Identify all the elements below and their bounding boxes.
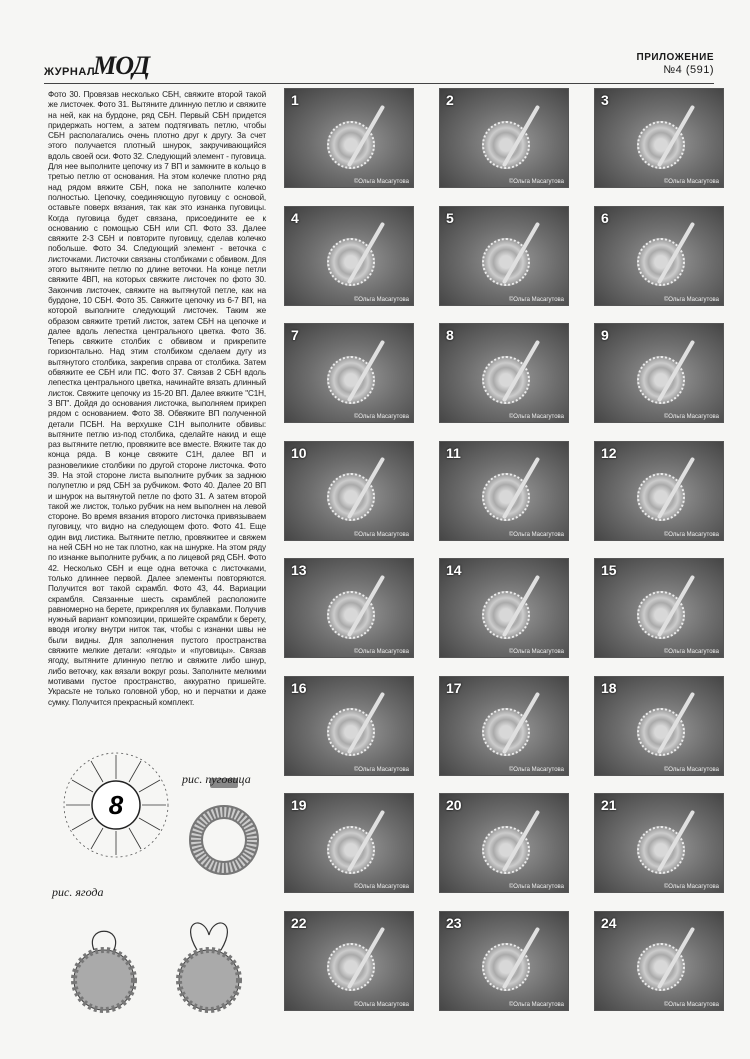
step-photo bbox=[439, 88, 569, 188]
step-number: 3 bbox=[601, 92, 609, 108]
page-header bbox=[44, 48, 714, 82]
step-number: 20 bbox=[446, 797, 462, 813]
photo-credit: ©Ольга Масагутова bbox=[663, 766, 719, 773]
photo-credit: ©Ольга Масагутова bbox=[353, 1001, 409, 1008]
article-body: Фото 30. Провязав несколько СБН, свяжите второй такой же листочек. Фото 31. Вытяните длинную петлю и свяжите на ней, как на бурдоне, ряд СБН. Первый СБН придется придержать ногтем, а затем подтягивать петлю, чтобы СБН располагались очень плотно друг к другу. За счет этого получается плотный шнурок, закручивающийся вдоль своей оси. Фото 32. Следующий элемент - пуговица. Для нее выполните цепочку из 7 ВП и замкните в кольцо в третью петлю от основания. На этом колечке плотно ряд над рядом вяжите СБН, пока не заполните колечко полностью. Цепочку, соединяющую пуговицу с основой, оставьте поверх вязания, так как это изнанка пуговицы. Когда пуговица будет связана, присоедините ее к основанию с помощью СБН или СП. Фото 33. Далее свяжите 2-3 СБН и повторите пуговицу, сделав колечко побольше. Фото 34. Следующий элемент - веточка с листочками. Листочки связаны столбиками с обвивом. Для этого вытяните петлю по длине веточки. На конце петли свяжите 4ВП, на которых свяжите листочек по фото 30. Закончив листочек, свяжите на вытянутой петле, как на бурдоне, 10 СБН. Фото 35. Свяжите цепочку из 6-7 ВП, на которой выполните следующий листочек. Таким же образом свяжите третий листок, затем СБН на цепочке и далее вдоль лепестка центрального цветка. Фото 36. Теперь свяжите столбик с обвивом и прикрепите горизонтально. Над этим столбиком сделаем дугу из вытянутого столбика, закрепив справа от столбика. Затем обвяжите ее СБН или ПС. Фото 37. Связав 2 СБН вдоль лепестка центрального цветка, начинайте вязать длинный листок. Свяжите цепочку из 15-20 ВП. Далее вяжите "С1Н, 3 ВП". Дойдя до основания листочка, выполняем прикреп рядом с основанием. Фото 38. Обвяжите ВП полученной детали ПСБН. На верхушке С1Н выполните обвивы: вытяните петлю из-под столбика, сделайте накид и еще раз вытяните петлю, провяжите все вместе. Вяжите так до конца ряда. В конце свяжите С1Н, далее ВП и разновеликие столбики по другой стороне листочка. Фото 39. На этой стороне листа выполните рубчик за заднюю полупетлю и ряд СБН за рубчиком. Фото 40. Далее 20 ВП и шнурок на вытянутой петле по фото 31. А затем второй такой же листок, только рубчик на нем выполнен на левой стороне. Во время вязания второго листочка привязываем пуговицу, что видно на следующем фото. Фото 41. Еще один вид листика. Вытяните петлю, провяжитее и свяжем на ней СБН но не так плотно, как на шнурке. На этом ряду по изнанке выполните рубчик, а по лицевой ряд СБН. Фото 42. Несколько СБН и еще одна веточка с листочками, только длиннее первой. Далее элементы повторяются. Получится вот такой скрамбл. Фото 43, 44. Вариации скрамбля. Связанные шесть скрамблей расположите равномерно на берете, прикрепляя их булавками. Получив нужный вариант композиции, пришейте скрамбли к берету, вводя иголку внутри ниток так, чтобы с изнанки швы не были видны. Для заполнения пустого пространства свяжите мелкие детали: «ягоды» и «пуговицы». Связав ягоду, вытяните длинную петлю и свяжите либо шнур, либо веточку, как вязали вокруг розы. Заполните мелкими мотивами пустое пространство, аккуратно пришейте. Украсьте не только головной убор, но и перчатки и даже сумку. Получится прекрасный комплект. bbox=[48, 90, 266, 707]
photo-credit: ©Ольга Масагутова bbox=[663, 179, 719, 185]
photo-credit: ©Ольга Масагутова bbox=[353, 766, 409, 773]
step-number: 6 bbox=[601, 209, 609, 226]
photo-credit: ©Ольга Масагутова bbox=[353, 649, 409, 655]
berry-diagram-icon bbox=[74, 931, 134, 1010]
step-number: 14 bbox=[446, 562, 462, 578]
step-photo bbox=[439, 676, 569, 776]
step-number: 19 bbox=[291, 797, 307, 813]
step-number: 4 bbox=[291, 209, 299, 226]
step-number: 7 bbox=[291, 327, 299, 343]
step-number: 13 bbox=[291, 562, 307, 578]
button-diagram-icon bbox=[196, 778, 252, 868]
photo-credit: ©Ольга Масагутова bbox=[353, 884, 409, 890]
photo-credit: ©Ольга Масагутова bbox=[508, 414, 564, 420]
step-photo bbox=[439, 558, 569, 658]
photo-credit: ©Ольга Масагутова bbox=[353, 179, 409, 185]
step-photo bbox=[594, 558, 724, 658]
diagrams-section bbox=[44, 750, 274, 1040]
step-number: 23 bbox=[446, 914, 462, 931]
step-photo bbox=[439, 323, 569, 423]
supplement-text: ПРИЛОЖЕНИЕ bbox=[636, 52, 714, 63]
logo-small-text: ЖУРНАЛ bbox=[44, 66, 96, 78]
magazine-logo bbox=[44, 51, 150, 80]
photo-credit: ©Ольга Масагутова bbox=[508, 1001, 564, 1008]
step-photo bbox=[439, 206, 569, 306]
stitch-chart-icon bbox=[64, 753, 168, 857]
button-caption: рис. пуговица bbox=[182, 772, 251, 786]
step-number: 10 bbox=[291, 444, 307, 461]
step-number: 1 bbox=[291, 92, 299, 108]
step-number: 11 bbox=[446, 444, 461, 461]
photo-credit: ©Ольга Масагутова bbox=[508, 296, 564, 303]
step-photo bbox=[594, 206, 724, 306]
step-number: 12 bbox=[601, 444, 617, 461]
step-photo bbox=[284, 558, 414, 658]
supplement-label bbox=[637, 52, 715, 76]
step-number: 22 bbox=[291, 914, 307, 931]
step-photo bbox=[594, 88, 724, 188]
step-number: 16 bbox=[291, 679, 307, 696]
berry-diagram-2-icon bbox=[179, 923, 239, 1010]
step-photo bbox=[594, 793, 724, 893]
step-photo bbox=[284, 793, 414, 893]
photo-credit: ©Ольга Масагутова bbox=[663, 296, 719, 303]
step-photo bbox=[284, 323, 414, 423]
step-photo bbox=[284, 206, 414, 306]
chart-number: 8 bbox=[108, 790, 124, 820]
issue-number: №4 (591) bbox=[663, 64, 714, 76]
step-photo bbox=[284, 676, 414, 776]
step-photo bbox=[284, 911, 414, 1011]
step-photo bbox=[594, 441, 724, 541]
photo-credit: ©Ольга Масагутова bbox=[663, 1001, 719, 1008]
photo-credit: ©Ольга Масагутова bbox=[353, 296, 409, 303]
photo-credit: ©Ольга Масагутова bbox=[508, 531, 564, 538]
photo-credit: ©Ольга Масагутова bbox=[508, 766, 564, 773]
step-number: 8 bbox=[446, 327, 454, 343]
photo-credit: ©Ольга Масагутова bbox=[663, 414, 719, 420]
step-photo bbox=[439, 911, 569, 1011]
step-photo bbox=[439, 441, 569, 541]
step-number: 5 bbox=[446, 209, 454, 226]
step-number: 18 bbox=[601, 679, 617, 696]
header-divider bbox=[44, 83, 714, 84]
photo-credit: ©Ольга Масагутова bbox=[508, 884, 564, 890]
step-number: 24 bbox=[601, 914, 617, 931]
step-photo bbox=[284, 441, 414, 541]
step-photo bbox=[594, 323, 724, 423]
photo-credit: ©Ольга Масагутова bbox=[353, 531, 409, 538]
step-number: 15 bbox=[601, 562, 617, 578]
step-number: 17 bbox=[446, 679, 462, 696]
photo-credit: ©Ольга Масагутова bbox=[663, 531, 719, 538]
photo-credit: ©Ольга Масагутова bbox=[353, 414, 409, 420]
step-photo bbox=[594, 676, 724, 776]
photo-credit: ©Ольга Масагутова bbox=[508, 649, 564, 655]
berry-caption: рис. ягода bbox=[52, 885, 104, 899]
photo-credit: ©Ольга Масагутова bbox=[663, 884, 719, 890]
step-number: 9 bbox=[601, 327, 609, 343]
step-number: 21 bbox=[601, 797, 617, 813]
logo-big-text: МОД bbox=[93, 51, 150, 80]
photo-grid bbox=[284, 88, 724, 1026]
step-number: 2 bbox=[446, 92, 454, 108]
photo-credit: ©Ольга Масагутова bbox=[663, 649, 719, 655]
step-photo bbox=[439, 793, 569, 893]
photo-credit: ©Ольга Масагутова bbox=[508, 179, 564, 185]
step-photo bbox=[284, 88, 414, 188]
step-photo bbox=[594, 911, 724, 1011]
